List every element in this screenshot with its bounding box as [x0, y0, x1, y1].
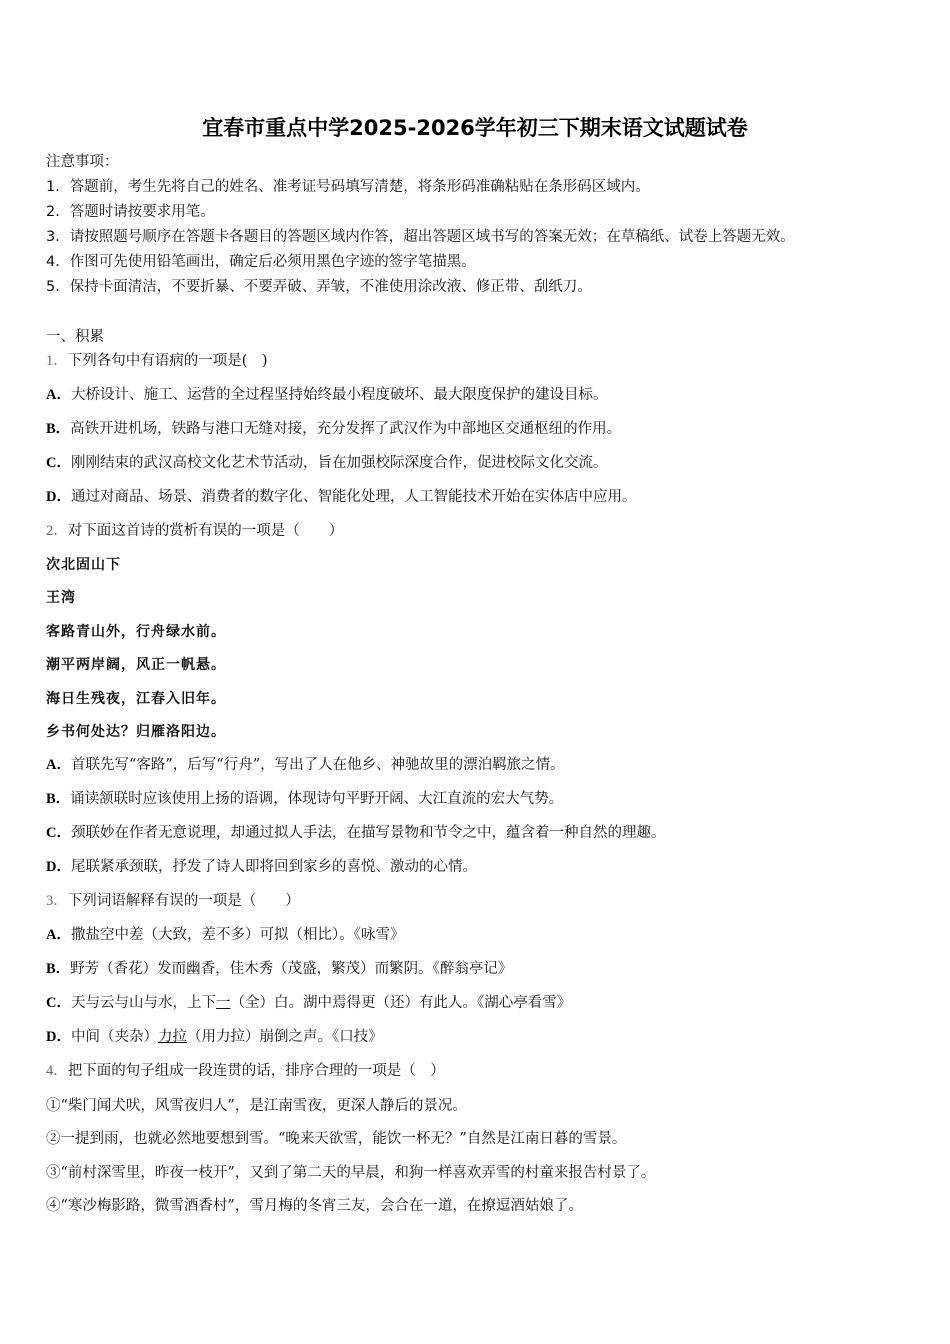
option	[46, 993, 571, 1013]
option-text: （全）白。湖中焉得更（还）有此人。《湖心亭看雪》	[230, 995, 572, 1011]
notice-num: 5．	[46, 279, 70, 295]
notice-text: 答题时请按要求用笔。	[69, 204, 215, 220]
sentence: ④“寒沙梅影路，微雪酒香村”，雪月梅的冬宵三友，会合在一道，在撩逗酒姑娘了。	[46, 1198, 583, 1214]
option-text: 诵读颔联时应该使用上扬的语调，体现诗句平野开阔、大江直流的宏大气势。	[70, 791, 564, 807]
section-heading: 一、积累	[46, 329, 104, 345]
option-text: 尾联紧承颈联，抒发了诗人即将回到家乡的喜悦、激动的心情。	[70, 859, 477, 875]
poem-title: 次北固山下	[46, 557, 121, 573]
notice-item	[46, 277, 592, 297]
underlined-word: 力拉	[157, 1029, 187, 1045]
option-label: B．	[46, 791, 71, 807]
notice-item	[46, 227, 795, 247]
notice-text: 保持卡面清洁，不要折暴、不要弄破、弄皱，不准使用涂改液、修正带、刮纸刀。	[69, 279, 592, 295]
notice-num: 2．	[46, 204, 70, 220]
notice-text: 请按照题号顺序在答题卡各题目的答题区域内作答，超出答题区域书写的答案无效；在草稿纸、试卷上答题无效。	[69, 229, 795, 245]
option-label: C．	[46, 455, 71, 471]
option	[46, 487, 636, 507]
poem-line: 潮平两岸阔，风正一帆悬。	[46, 657, 226, 673]
option	[46, 925, 404, 945]
question-number: 3．	[46, 893, 68, 909]
option-label: D．	[46, 859, 71, 875]
option	[46, 823, 665, 843]
notice-item	[46, 202, 215, 222]
question-text: 把下面的句子组成一段连贯的话，排序合理的一项是（ ）	[67, 1063, 445, 1079]
sentence: ③“前村深雪里，昨夜一枝开”，又到了第二天的早晨，和狗一样喜欢弄雪的村童来报告村景了。	[46, 1165, 656, 1181]
option-label: B．	[46, 421, 71, 437]
notice-item	[46, 252, 476, 272]
notice-num: 4．	[46, 254, 70, 270]
exam-title: 宜春市重点中学2025-2026学年初三下期末语文试题试卷	[202, 116, 748, 140]
notice-heading: 注意事项：	[46, 154, 119, 170]
option-label: D．	[46, 1029, 71, 1045]
option	[46, 789, 563, 809]
option-text: 天与云与山与水，上下	[70, 995, 216, 1011]
option-text: 大桥设计、施工、运营的全过程坚持始终最小程度破坏、最大限度保护的建设目标。	[70, 387, 608, 403]
question-number: 1．	[46, 353, 68, 369]
sentence: ①“柴门闻犬吠，风雪夜归人”，是江南雪夜，更深人静后的景况。	[46, 1098, 467, 1114]
poem-line: 海日生残夜，江春入旧年。	[46, 691, 226, 707]
option-text: 首联先写“客路”，后写“行舟”，写出了人在他乡、神驰故里的漂泊羁旅之情。	[70, 757, 565, 773]
option	[46, 385, 607, 405]
notice-item	[46, 177, 650, 197]
underlined-word: 一	[215, 995, 231, 1011]
question-stem	[46, 521, 343, 541]
option-text: （用力拉）崩倒之声。《口技》	[186, 1029, 383, 1045]
notice-num: 1．	[46, 179, 70, 195]
question-number: 4．	[46, 1063, 68, 1079]
option-label: A．	[46, 757, 71, 773]
option-text: 中间（夹杂）	[70, 1029, 158, 1045]
option	[46, 857, 477, 877]
option-label: D．	[46, 489, 71, 505]
option-text: 颈联妙在作者无意说理，却通过拟人手法，在描写景物和节令之中，蕴含着一种自然的理趣。	[70, 825, 666, 841]
option-label: C．	[46, 995, 71, 1011]
notice-num: 3．	[46, 229, 70, 245]
option-label: A．	[46, 927, 71, 943]
question-stem	[46, 1061, 445, 1081]
option-label: A．	[46, 387, 71, 403]
option-text: 野芳（香花）发而幽香，佳木秀（茂盛，繁茂）而繁阴。《醉翁亭记》	[70, 961, 513, 977]
option-label: C．	[46, 825, 71, 841]
option-text: 撒盐空中差（大致，差不多）可拟（相比）。《咏雪》	[70, 927, 405, 943]
option-text: 高铁开进机场，铁路与港口无缝对接，充分发挥了武汉作为中部地区交通枢纽的作用。	[70, 421, 622, 437]
option	[46, 419, 621, 439]
poem-author: 王湾	[46, 590, 76, 606]
question-text: 下列各句中有语病的一项是( )	[67, 353, 268, 369]
question-stem	[46, 891, 300, 911]
question-number: 2．	[46, 523, 68, 539]
option	[46, 1027, 383, 1047]
poem-line: 乡书何处达？归雁洛阳边。	[46, 724, 226, 740]
option-text: 刚刚结束的武汉高校文化艺术节活动，旨在加强校际深度合作，促进校际文化交流。	[70, 455, 608, 471]
notice-text: 答题前，考生先将自己的姓名、准考证号码填写清楚，将条形码准确粘贴在条形码区域内。	[69, 179, 650, 195]
option	[46, 453, 607, 473]
poem-line: 客路青山外，行舟绿水前。	[46, 624, 226, 640]
question-stem	[46, 351, 268, 371]
sentence: ②一提到雨，也就必然地要想到雪。“晚来天欲雪，能饮一杯无？”自然是江南日暮的雪景。	[46, 1131, 627, 1147]
notice-text: 作图可先使用铅笔画出，确定后必须用黑色字迹的签字笔描黑。	[69, 254, 476, 270]
option	[46, 959, 512, 979]
question-text: 下列词语解释有误的一项是（ ）	[67, 893, 300, 909]
question-text: 对下面这首诗的赏析有误的一项是（ ）	[67, 523, 344, 539]
option	[46, 755, 565, 775]
option-label: B．	[46, 961, 71, 977]
option-text: 通过对商品、场景、消费者的数字化、智能化处理，人工智能技术开始在实体店中应用。	[70, 489, 637, 505]
